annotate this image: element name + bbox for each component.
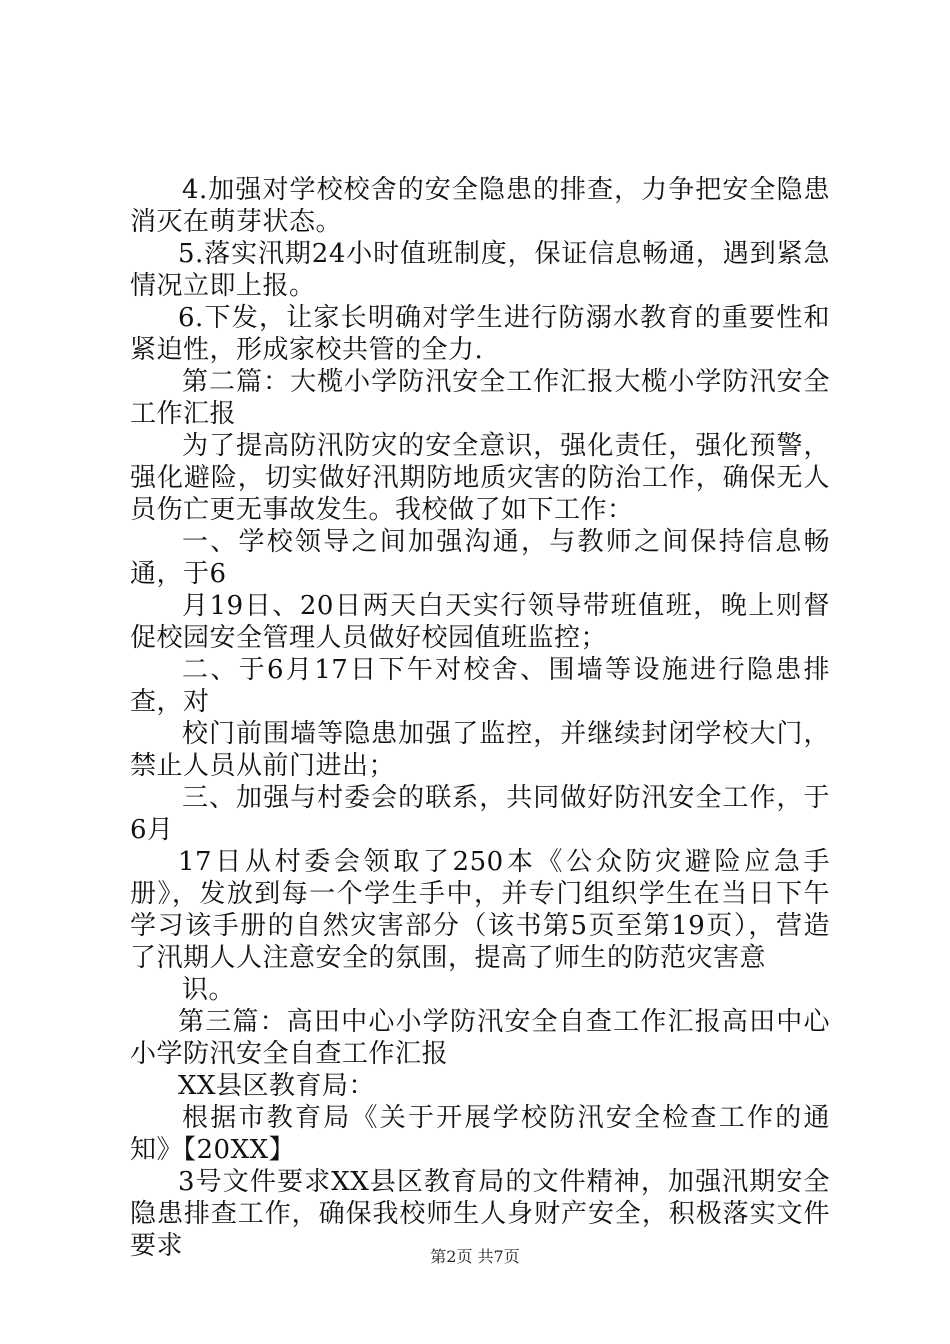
paragraph: 17日从村委会领取了250本《公众防灾避险应急手册》，发放到每一个学生手中，并专门组织学生在当日下午学习该手册的自然灾害部分（该书第5页至第19页），营造了汛期人人注意安全的氛围，提高了师生的防范灾害意	[130, 847, 830, 973]
paragraph: XX县区教育局：	[178, 1071, 376, 1101]
paragraph: 4.加强对学校校舍的安全隐患的排查，力争把安全隐患消灭在萌芽状态。	[130, 175, 830, 237]
paragraph: 3号文件要求XX县区教育局的文件精神，加强汛期安全隐患排查工作，确保我校师生人身财产安全，积极落实文件要求	[130, 1167, 830, 1261]
document-body	[130, 174, 830, 1262]
paragraph: 校门前围墙等隐患加强了监控，并继续封闭学校大门，禁止人员从前门进出；	[130, 719, 830, 781]
paragraph: 根据市教育局《关于开展学校防汛安全检查工作的通知》【20XX】	[130, 1103, 830, 1165]
paragraph: 第二篇：大榄小学防汛安全工作汇报大榄小学防汛安全工作汇报	[130, 367, 830, 429]
paragraph: 识。	[182, 975, 236, 1005]
page-footer: 第2页 共7页	[430, 1247, 520, 1266]
paragraph: 一、学校领导之间加强沟通，与教师之间保持信息畅通，于6	[130, 527, 830, 589]
paragraph: 6.下发，让家长明确对学生进行防溺水教育的重要性和紧迫性，形成家校共管的全力.	[130, 303, 830, 365]
paragraph: 第三篇：高田中心小学防汛安全自查工作汇报高田中心小学防汛安全自查工作汇报	[130, 1007, 830, 1069]
paragraph: 为了提高防汛防灾的安全意识，强化责任，强化预警，强化避险，切实做好汛期防地质灾害的防治工作，确保无人员伤亡更无事故发生。我校做了如下工作：	[130, 431, 830, 525]
paragraph: 三、加强与村委会的联系，共同做好防汛安全工作，于6月	[130, 783, 830, 845]
paragraph: 月19日、20日两天白天实行领导带班值班，晚上则督促校园安全管理人员做好校园值班监控；	[130, 591, 830, 653]
paragraph: 5.落实汛期24小时值班制度，保证信息畅通，遇到紧急情况立即上报。	[130, 239, 830, 301]
paragraph: 二、于6月17日下午对校舍、围墙等设施进行隐患排查，对	[130, 655, 830, 717]
